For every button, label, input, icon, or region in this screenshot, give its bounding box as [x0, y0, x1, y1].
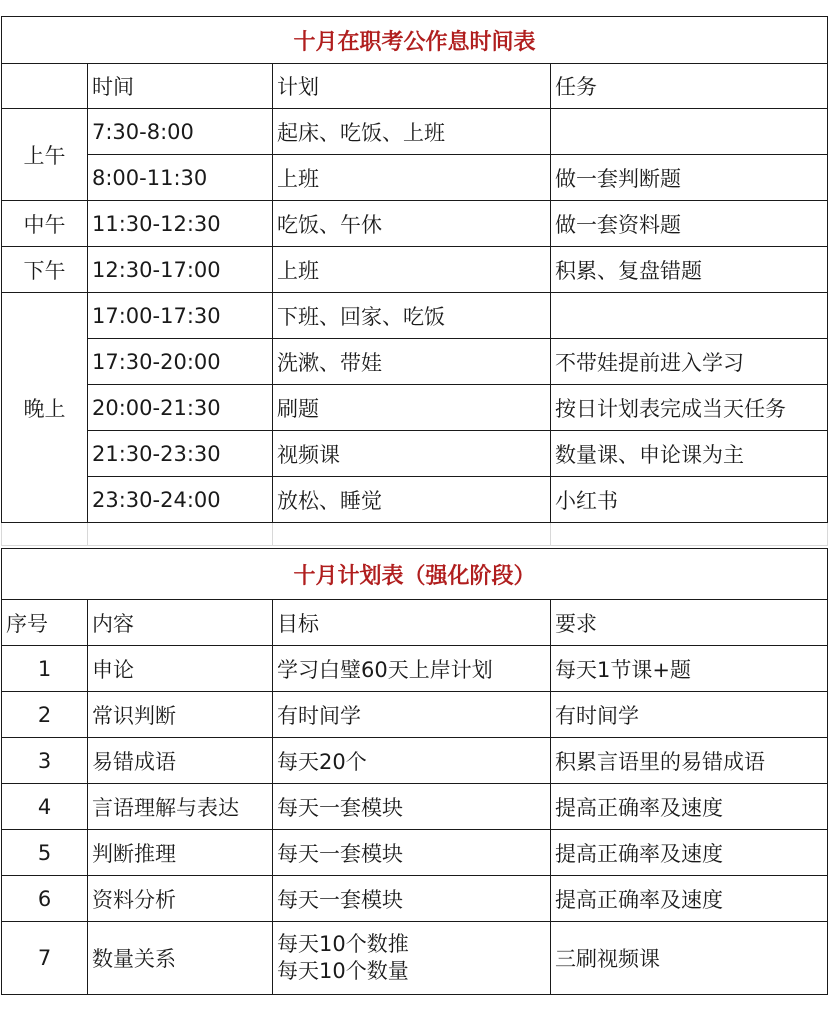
cell-time: 23:30-24:00: [88, 477, 273, 523]
cell-goal: 每天20个: [273, 738, 551, 784]
header-no: 序号: [2, 600, 88, 646]
cell-req: 三刷视频课: [551, 922, 828, 995]
period-morning: 上午: [2, 109, 88, 201]
cell-plan: 起床、吃饭、上班: [273, 109, 551, 155]
period-noon: 中午: [2, 201, 88, 247]
cell-time: 12:30-17:00: [88, 247, 273, 293]
cell-no: 5: [2, 830, 88, 876]
cell-task: 小红书: [551, 477, 828, 523]
gap-cell: [2, 523, 88, 546]
cell-no: 6: [2, 876, 88, 922]
cell-content: 易错成语: [88, 738, 273, 784]
schedule-title: 十月在职考公作息时间表: [2, 17, 828, 64]
cell-content: 申论: [88, 646, 273, 692]
cell-time: 8:00-11:30: [88, 155, 273, 201]
cell-goal: 学习白璧60天上岸计划: [273, 646, 551, 692]
cell-req: 积累言语里的易错成语: [551, 738, 828, 784]
cell-goal: 每天一套模块: [273, 876, 551, 922]
cell-time: 17:00-17:30: [88, 293, 273, 339]
cell-plan: 上班: [273, 155, 551, 201]
header-goal: 目标: [273, 600, 551, 646]
cell-time: 20:00-21:30: [88, 385, 273, 431]
cell-goal: 每天一套模块: [273, 830, 551, 876]
cell-no: 7: [2, 922, 88, 995]
cell-task: [551, 293, 828, 339]
cell-task: 积累、复盘错题: [551, 247, 828, 293]
header-content: 内容: [88, 600, 273, 646]
cell-no: 3: [2, 738, 88, 784]
cell-req: 提高正确率及速度: [551, 876, 828, 922]
cell-req: 每天1节课+题: [551, 646, 828, 692]
plan-title: 十月计划表（强化阶段）: [2, 549, 828, 600]
cell-req: 有时间学: [551, 692, 828, 738]
goal-line: 每天10个数推: [277, 932, 409, 956]
cell-plan: 吃饭、午休: [273, 201, 551, 247]
cell-time: 11:30-12:30: [88, 201, 273, 247]
cell-content: 常识判断: [88, 692, 273, 738]
cell-content: 判断推理: [88, 830, 273, 876]
cell-task: 做一套判断题: [551, 155, 828, 201]
cell-goal: 有时间学: [273, 692, 551, 738]
header-plan: 计划: [273, 64, 551, 109]
cell-plan: 上班: [273, 247, 551, 293]
cell-plan: 下班、回家、吃饭: [273, 293, 551, 339]
cell-task: 做一套资料题: [551, 201, 828, 247]
cell-time: 17:30-20:00: [88, 339, 273, 385]
gap-cell: [273, 523, 551, 546]
cell-content: 数量关系: [88, 922, 273, 995]
cell-plan: 刷题: [273, 385, 551, 431]
goal-line: 每天10个数量: [277, 959, 409, 983]
cell-no: 4: [2, 784, 88, 830]
cell-content: 资料分析: [88, 876, 273, 922]
header-req: 要求: [551, 600, 828, 646]
cell-content: 言语理解与表达: [88, 784, 273, 830]
cell-time: 21:30-23:30: [88, 431, 273, 477]
cell-no: 1: [2, 646, 88, 692]
cell-goal: [273, 922, 551, 995]
cell-plan: 视频课: [273, 431, 551, 477]
cell-task: 按日计划表完成当天任务: [551, 385, 828, 431]
cell-task: 数量课、申论课为主: [551, 431, 828, 477]
gap-cell: [88, 523, 273, 546]
header-period: [2, 64, 88, 109]
cell-req: 提高正确率及速度: [551, 830, 828, 876]
cell-plan: 放松、睡觉: [273, 477, 551, 523]
cell-no: 2: [2, 692, 88, 738]
cell-time: 7:30-8:00: [88, 109, 273, 155]
cell-task: [551, 109, 828, 155]
header-time: 时间: [88, 64, 273, 109]
cell-goal: 每天一套模块: [273, 784, 551, 830]
header-task: 任务: [551, 64, 828, 109]
cell-plan: 洗漱、带娃: [273, 339, 551, 385]
cell-req: 提高正确率及速度: [551, 784, 828, 830]
cell-task: 不带娃提前进入学习: [551, 339, 828, 385]
schedule-table: [1, 16, 828, 546]
period-afternoon: 下午: [2, 247, 88, 293]
plan-table: [1, 548, 828, 995]
gap-cell: [551, 523, 828, 546]
period-evening: 晚上: [2, 293, 88, 523]
